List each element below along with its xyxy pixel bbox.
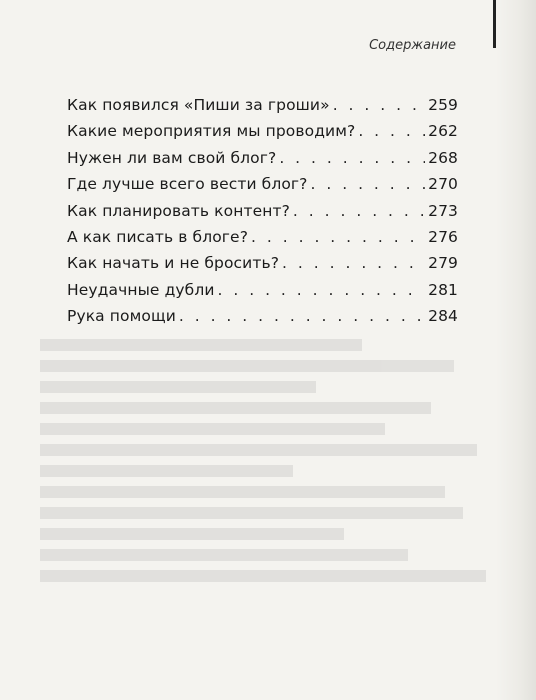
- toc-entry: [67, 307, 458, 333]
- toc-entry-title: Рука помощи: [67, 307, 176, 326]
- toc-entry-title: Нужен ли вам свой блог?: [67, 148, 277, 167]
- toc-entry-title: Как появился «Пиши за гроши»: [67, 96, 330, 114]
- toc-leader-dots: [279, 149, 425, 167]
- toc-entry: [67, 96, 458, 122]
- toc-entry-page: 284: [428, 307, 458, 326]
- page-edge-line: [493, 0, 496, 48]
- toc-entry-title: А как писать в блоге?: [67, 227, 249, 246]
- toc-leader-dots: [218, 281, 426, 299]
- toc-entry: [67, 149, 458, 175]
- toc-leader-dots: [179, 307, 425, 325]
- running-head: Содержание: [369, 38, 456, 53]
- toc-entry-page: 259: [428, 96, 458, 114]
- toc-entry: [67, 228, 458, 254]
- toc-entry-page: 268: [428, 148, 458, 167]
- toc-entry-title: Где лучше всего вести блог?: [67, 175, 308, 194]
- toc-leader-dots: [293, 202, 425, 220]
- toc-entry-page: 281: [428, 280, 458, 299]
- toc-entry-title: Как начать и не бросить?: [67, 254, 280, 273]
- toc-entry: [67, 254, 458, 280]
- toc-entry-page: 279: [428, 254, 458, 273]
- toc-leader-dots: [282, 254, 425, 272]
- table-of-contents: [67, 96, 458, 334]
- toc-entry: [67, 202, 458, 228]
- toc-leader-dots: [333, 96, 425, 114]
- page-gutter-shadow: [496, 0, 536, 700]
- toc-entry-page: 276: [428, 227, 458, 246]
- toc-entry-page: 270: [428, 175, 458, 194]
- toc-entry: [67, 281, 458, 307]
- toc-entry-title: Неудачные дубли: [67, 280, 215, 299]
- toc-entry: [67, 122, 458, 148]
- toc-entry-page: 262: [428, 122, 458, 141]
- toc-leader-dots: [311, 175, 426, 193]
- toc-entry-page: 273: [428, 201, 458, 220]
- show-through-text: [40, 330, 500, 690]
- toc-leader-dots: [251, 228, 425, 246]
- toc-leader-dots: [358, 122, 425, 140]
- toc-entry-title: Какие мероприятия мы проводим?: [67, 122, 356, 141]
- toc-entry: [67, 175, 458, 201]
- toc-entry-title: Как планировать контент?: [67, 201, 290, 220]
